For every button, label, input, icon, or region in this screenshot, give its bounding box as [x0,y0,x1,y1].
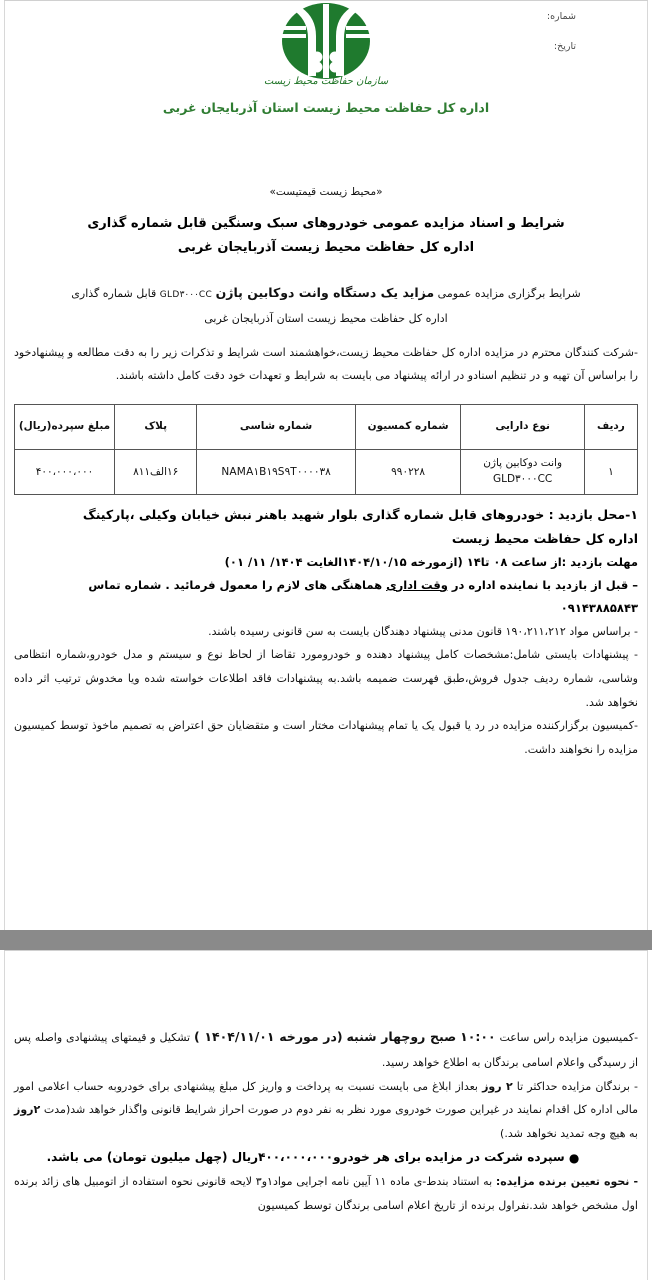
session-date: (در مورخه ۱۴۰۴/۱۱/۰۱ ) [193,1029,343,1044]
winner-text: به استناد بندط-ی ماده ۱۱ آیین نامه اجرایی مواد۱و۳ لایحه قانونی نحوه استفاده از اتومبیل های زائد برنده اول مشخص خواهد شد.نفراول برنده از تاریخ اعلام اسامی برندگان توسط کمیسیون [14,1174,638,1212]
payment-pre: - برندگان مزایده حداکثر تا [516,1079,639,1093]
document-page-2 [0,950,652,1280]
page-title-line1: شرایط و اسناد مزایده عمومی خودروهای سبک وسنگین قابل شماره گذاری [87,216,565,231]
lead-paragraph [14,280,638,307]
cell-plate: ۱۶الف۸۱۱ [114,450,196,495]
slogan: «محیط زیست قیمتیست» [269,186,383,198]
visit-coordination [14,574,638,620]
table-header-plate: پلاک [114,405,196,450]
session-day: صبح روچهار شنبه [346,1029,457,1044]
lead-paragraph-line2: اداره کل حفاظت محیط زیست استان آذربایجان غربی [204,312,448,326]
payment-days-tail: ۲روز [14,1103,41,1117]
session-post: تشکیل و قیمتهای پیشنهادی واصله پس از رسیدگی واعلام اسامی برندگان به اطلاع خواهد رسید. [14,1031,638,1069]
cell-deposit: ۴۰۰،۰۰۰،۰۰۰ [15,450,115,495]
condition-commission-authority: -کمیسیون برگزارکننده مزایده در رد یا قبول یک یا تمام پیشنهادات مختار است و متقضایان حق اعتراض به تصمیم ماخوذ توسط کمیسیون مزایده را نخواهند داشت. [14,719,638,756]
coordination-underlined: وقت اداری [386,577,448,592]
contact-phone: ۰۹۱۴۳۸۸۵۸۴۳ [560,600,638,615]
deposit-bullet [14,1145,638,1170]
department-title: اداره کل حفاظت محیط زیست استان آذربایجان غربی [162,100,490,115]
visit-deadline: مهلت بازدید :از ساعت ۰۸ تا۱۴ (ازمورخه ۱۴۰۴/۱۰/۱۵الغایت ۱۴۰۴/ ۱۱/ ۰۱) [224,554,638,569]
table-header-commission: شماره کمسیون [355,405,461,450]
payment-days: ۲ روز [482,1079,513,1093]
cell-radif: ۱ [584,450,637,495]
page-separator [0,930,652,950]
environment-protection-logo-icon [272,2,380,80]
lead-post: قابل شماره گذاری [71,287,157,301]
table-header-chassis: شماره شاسی [197,405,355,450]
page-title-line2: اداره کل حفاظت محیط زیست آذربایجان غربی [177,240,475,256]
cell-commission: ۹۹۰۲۲۸ [355,450,461,495]
table-header-deposit: مبلغ سپرده(ریال) [15,405,115,450]
session-time: ۱۰:۰۰ [460,1029,496,1044]
payment-post: بعداز ابلاغ می بایست نسبت به پرداخت و واریز کل مبلغ پیشنهادی برای خودروبه حساب اعلامی امور مالی اداره کل اقدام نمایند در غیراین صورت خودروی مورد نظر به نفر دوم در صورت احراز شرایط قانونی واگذار خواهد شد(مدت [14,1079,639,1117]
payment-deadline-paragraph [14,1075,638,1146]
letterhead [14,0,638,128]
organization-signature: سازمان حفاظت محیط زیست [263,76,389,87]
cell-asset-type-line1: وانت دوکابین پاژن [483,457,563,470]
coordination-pre: – قبل از بازدید با نماینده اداره در [451,577,638,592]
coordination-post: هماهنگی های لازم را معمول فرمائید . شماره تماس [88,577,383,592]
deposit-bullet-text: سپرده شرکت در مزایده برای هر خودرو۴۰۰،۰۰۰،۰۰۰ریال (چهل میلیون تومان) می باشد. [46,1150,565,1165]
winner-label: - نحوه تعیین برنده مزایده: [495,1174,639,1188]
cell-chassis: NAMA۱B۱۹S۹T۰۰۰۰۳۸ [197,450,355,495]
intro-notice: -شرکت کنندگان محترم در مزایده اداره کل حفاظت محیط زیست،خواهشمند است شرایط و تذکرات زیر را به دقت مطالعه و پیشنهادخود را براساس آن تهیه و در تنظیم اسنادو در ارائه پیشنهاد می بایست به شرایط و تعهدات خود دقت کامل داشته باشند. [14,345,638,383]
condition-age: - براساس مواد ۱۹۰،۲۱۱،۲۱۲ قانون مدنی پیشنهاد دهندگان بایست به سن قانونی رسیده باشند. [208,624,638,638]
condition-proposal-contents: - پیشنهادات بایستی شامل:مشخصات کامل پیشنهاد دهنده و خودرومورد تقاضا از لحاظ نوع و سیستم و مدل خودرو،شماره انتظامی وشاسی، شماره ردیف جدول فروش،طبق فهرست ضمیمه باشد.به پیشنهادات فاقد اطلاعات خواسته شده ویا مخدوش ترتیب اثر داده نخواهد شد. [14,648,638,709]
commission-session-paragraph [14,1024,638,1075]
table-row [15,450,638,495]
assets-table [14,404,638,495]
lead-vehicle-code: GLD۳۰۰۰CC [159,290,213,301]
visit-location-line2: اداره کل حفاظت محیط زیست [451,530,638,546]
bullet-dot-icon: ● [568,1150,580,1165]
document-date-label: تاریخ: [553,41,576,52]
table-header-radif: ردیف [584,405,637,450]
winner-determination-paragraph [14,1170,638,1217]
document-number-label: شماره: [546,11,576,22]
organization-logo [14,2,638,87]
payment-tail: به هیچ وجه تمدید نخواهد شد.) [500,1126,638,1140]
visit-location-line1: ۱-محل بازدید : خودروهای قابل شماره گذاری بلوار شهید باهنر نبش خیابان وکیلی ،پارکینگ [82,507,638,523]
table-header-row [15,405,638,450]
table-header-asset-type: نوع دارایی [461,405,584,450]
cell-asset-type-line2: GLD۳۰۰۰CC [492,473,553,486]
page-title [14,214,638,258]
cell-asset-type [461,450,584,495]
session-pre: -کمیسیون مزایده راس ساعت [499,1031,639,1044]
lead-bold: مزاید یک دستگاه وانت دوکابین پاژن [215,285,435,301]
lead-pre: شرایط برگزاری مزایده عمومی [437,287,581,301]
